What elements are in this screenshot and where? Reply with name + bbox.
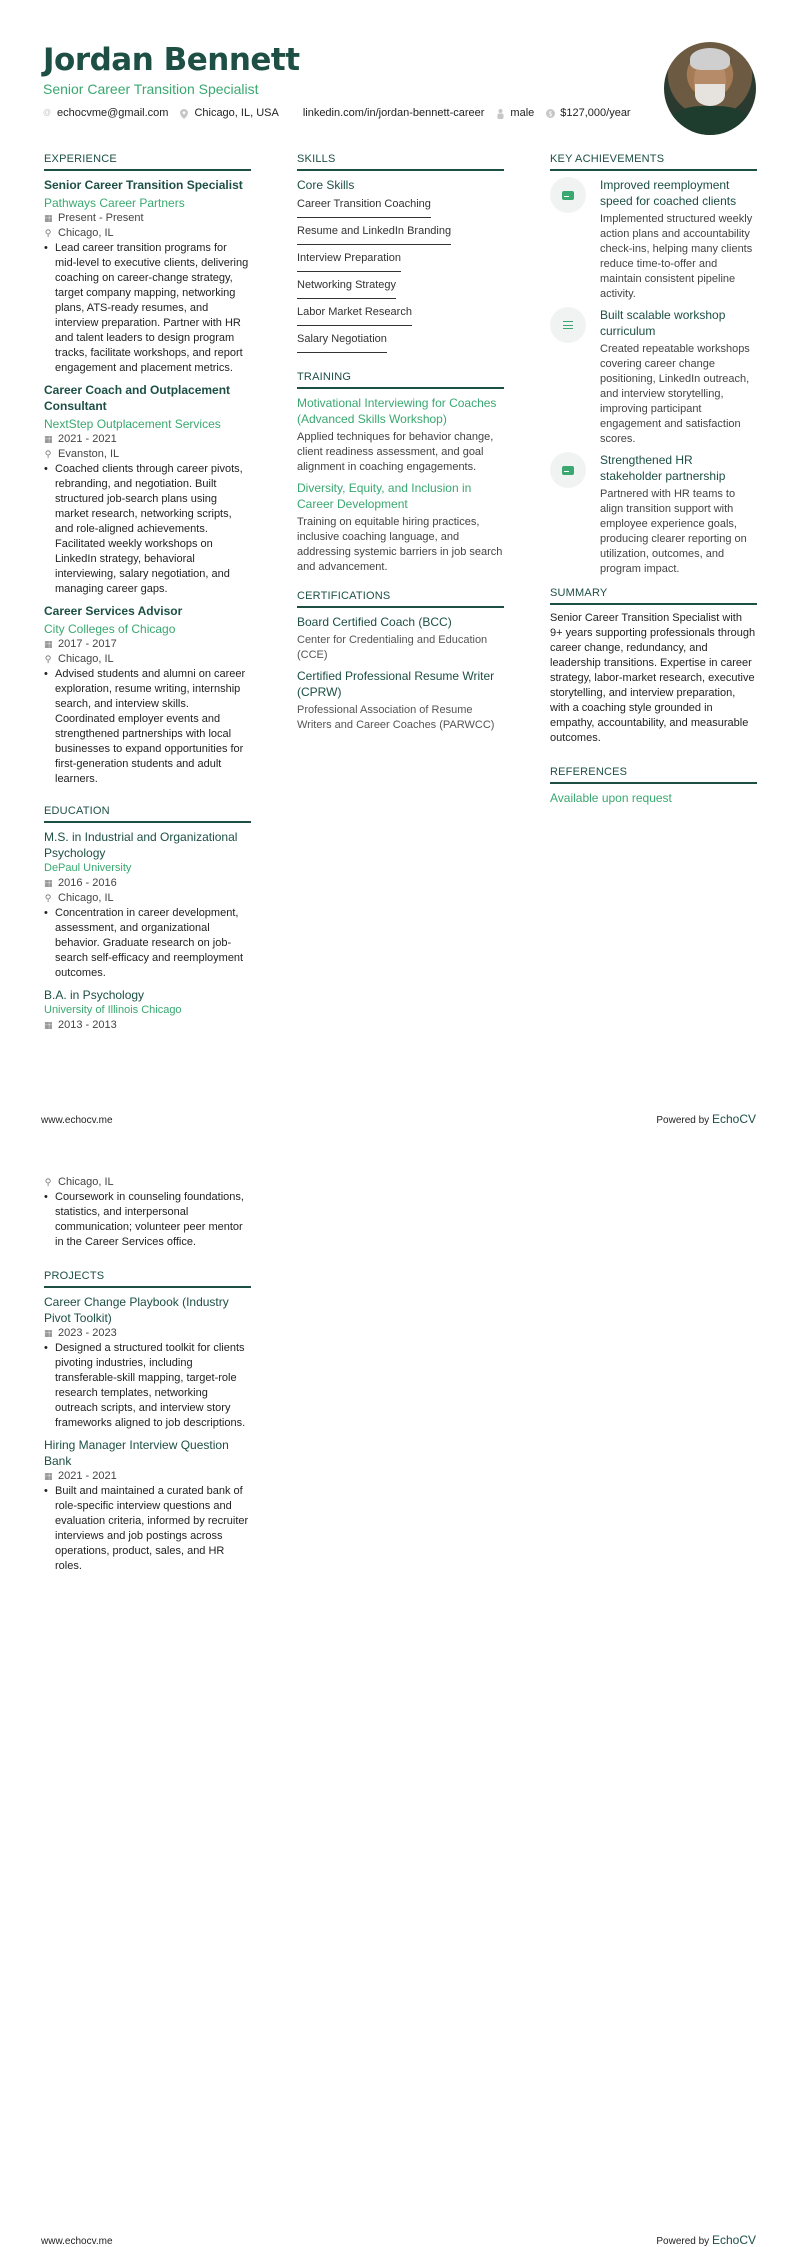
edu-bullet: • Coursework in counseling foundations, statistics, and interpersonal communication; volunteer peer mentor in the Career Services office.	[44, 1191, 244, 1248]
skill-item: Salary Negotiation	[297, 332, 387, 353]
certification-org: Professional Association of Resume Writers and Career Coaches (PARWCC)	[297, 704, 495, 731]
edu-dates: ▦ 2013 - 2013	[44, 1019, 117, 1031]
contact-row	[43, 107, 643, 119]
job-bullet: • Coached clients through career pivots, rebranding, and negotiation. Built structured job-search plans using market research, networking scripts, and role-aligned achievements. Facilitated weekly workshops on LinkedIn strategy, behavioral interviewing, salary negotiation, and managing career gaps.	[44, 463, 243, 595]
project-title: Career Change Playbook (Industry Pivot Toolkit)	[44, 1295, 229, 1325]
certification-entry	[297, 668, 504, 733]
projects-heading: PROJECTS	[44, 1270, 251, 1288]
email-text: echocvme@gmail.com	[57, 107, 169, 119]
contact-salary	[546, 107, 630, 119]
skill-item: Labor Market Research	[297, 305, 412, 326]
footer-site-link[interactable]: www.echocv.me	[41, 2236, 113, 2247]
summary-text: Senior Career Transition Specialist with 9+ years supporting professionals through career change, redundancy, and leadership transitions. Expertise in career strategy, labor-market research, executive storytelling, and interview preparation, with a coaching style grounded in empathy, accountability, and measurable outcomes.	[550, 612, 756, 744]
job-dates: ▦ Present - Present	[44, 212, 144, 224]
achievement-desc: Partnered with HR teams to align transition support with employee experience goals, producing clearer reporting on utilization, outcomes, and program impact.	[600, 488, 747, 575]
achievement-title: Improved reemployment speed for coached clients	[600, 178, 737, 208]
certification-title: Board Certified Coach (BCC)	[297, 615, 452, 629]
training-entry	[297, 395, 504, 475]
svg-text:$: $	[548, 110, 553, 118]
skill-group-title: Core Skills	[297, 178, 355, 192]
achievements-heading: KEY ACHIEVEMENTS	[550, 153, 757, 171]
gender-text: male	[510, 107, 535, 119]
location-text: Chicago, IL, USA	[194, 107, 279, 119]
company-name: NextStep Outplacement Services	[44, 417, 221, 431]
map-pin-icon: ⚲	[44, 228, 52, 238]
achievement-item	[550, 307, 757, 447]
project-dates: ▦ 2023 - 2023	[44, 1327, 117, 1339]
credit-card-icon	[550, 177, 586, 213]
summary-heading: SUMMARY	[550, 587, 757, 605]
training-entry	[297, 480, 504, 575]
contact-gender	[496, 107, 534, 119]
training-desc: Applied techniques for behavior change, client readiness assessment, and goal alignment in coaching engagements.	[297, 431, 494, 473]
footer-powered: Powered by EchoCV	[656, 2233, 756, 2247]
contact-linkedin[interactable]	[303, 107, 485, 119]
middle-column	[297, 153, 504, 738]
project-entry	[44, 1294, 251, 1431]
calendar-icon: ▦	[44, 1471, 53, 1481]
school-name: University of Illinois Chicago	[44, 1004, 182, 1016]
job-title: Senior Career Transition Specialist	[44, 178, 243, 192]
education-entry	[44, 987, 251, 1033]
footer-brand[interactable]: EchoCV	[711, 2233, 756, 2247]
calendar-icon: ▦	[44, 1020, 53, 1030]
footer-powered: Powered by EchoCV	[656, 1112, 756, 1126]
footer-site-link[interactable]: www.echocv.me	[41, 1115, 113, 1126]
left-column-continued	[44, 1175, 251, 1580]
calendar-icon: ▦	[44, 434, 53, 444]
training-desc: Training on equitable hiring practices, inclusive coaching language, and addressing systemic barriers in job search and advancement.	[297, 516, 503, 573]
certifications-heading: CERTIFICATIONS	[297, 590, 504, 608]
skills-heading: SKILLS	[297, 153, 504, 171]
linkedin-text: linkedin.com/in/jordan-bennett-career	[302, 107, 485, 119]
skill-item: Interview Preparation	[297, 251, 401, 272]
education-heading: EDUCATION	[44, 805, 251, 823]
credit-card-icon	[550, 452, 586, 488]
job-bullet: • Advised students and alumni on career exploration, resume writing, internship search, and interview skills. Coordinated employer events and strengthened partnerships with local businesses to expand opportunities for first-generation students and adult learners.	[44, 668, 246, 785]
resume-page-2	[0, 1123, 794, 2246]
skills-list	[297, 197, 504, 359]
experience-heading: EXPERIENCE	[44, 153, 251, 171]
company-name: City Colleges of Chicago	[44, 622, 176, 636]
training-heading: TRAINING	[297, 371, 504, 389]
contact-email[interactable]	[43, 107, 168, 119]
resume-header	[43, 42, 643, 119]
calendar-icon: ▦	[44, 639, 53, 649]
degree-title: B.A. in Psychology	[44, 988, 145, 1002]
map-pin-icon	[180, 109, 188, 117]
right-column	[550, 153, 757, 806]
achievement-title: Strengthened HR stakeholder partnership	[600, 453, 726, 483]
edu-location: ⚲ Chicago, IL	[44, 1176, 114, 1188]
map-pin-icon: ⚲	[44, 654, 52, 664]
job-location: ⚲ Chicago, IL	[44, 227, 114, 239]
calendar-icon: ▦	[44, 1328, 53, 1338]
edu-bullet: • Concentration in career development, assessment, and organizational behavior. Graduate research on job-search self-efficacy and reemployment outcomes.	[44, 907, 244, 979]
references-text: Available upon request	[550, 791, 672, 805]
experience-entry	[44, 382, 251, 597]
company-name: Pathways Career Partners	[44, 196, 185, 210]
salary-text: $127,000/year	[560, 107, 631, 119]
skill-item: Career Transition Coaching	[297, 197, 431, 218]
achievement-title: Built scalable workshop curriculum	[600, 308, 726, 338]
map-pin-icon: ⚲	[44, 1177, 52, 1187]
achievement-desc: Created repeatable workshops covering career change positioning, LinkedIn outreach, and interview storytelling, improving participant engagement and satisfaction scores.	[600, 343, 750, 445]
job-title: Career Coach and Outplacement Consultant	[44, 383, 231, 413]
edu-location: ⚲ Chicago, IL	[44, 892, 114, 904]
achievement-item	[550, 177, 757, 302]
references-heading: REFERENCES	[550, 766, 757, 784]
education-entry	[44, 829, 251, 981]
school-name: DePaul University	[44, 862, 132, 874]
candidate-title: Senior Career Transition Specialist	[43, 81, 259, 97]
profile-photo	[664, 42, 756, 135]
footer-brand[interactable]: EchoCV	[711, 1112, 756, 1126]
achievement-item	[550, 452, 757, 577]
experience-entry	[44, 603, 251, 787]
project-entry	[44, 1437, 251, 1574]
map-pin-icon: ⚲	[44, 893, 52, 903]
training-title: Diversity, Equity, and Inclusion in Career Development	[297, 481, 472, 511]
experience-entry	[44, 177, 251, 376]
certification-entry	[297, 614, 504, 663]
project-dates: ▦ 2021 - 2021	[44, 1470, 117, 1482]
certification-org: Center for Credentialing and Education (CCE)	[297, 634, 488, 661]
calendar-icon: ▦	[44, 213, 53, 223]
project-bullet: • Built and maintained a curated bank of role-specific interview questions and evaluation criteria, informed by recruiter interviews and job postings across operations, product, sales, and HR roles.	[44, 1485, 249, 1572]
dollar-circle-icon	[546, 109, 554, 117]
job-dates: ▦ 2017 - 2017	[44, 638, 117, 650]
job-location: ⚲ Chicago, IL	[44, 653, 114, 665]
skill-item: Resume and LinkedIn Branding	[297, 224, 451, 245]
contact-location	[180, 107, 278, 119]
training-title: Motivational Interviewing for Coaches (Advanced Skills Workshop)	[297, 396, 497, 426]
achievement-desc: Implemented structured weekly action plans and accountability check-ins, helping many clients reduce time-to-offer and maintain consistent pipeline activity.	[600, 213, 753, 300]
job-dates: ▦ 2021 - 2021	[44, 433, 117, 445]
list-lines-icon	[550, 307, 586, 343]
job-location: ⚲ Evanston, IL	[44, 448, 120, 460]
project-bullet: • Designed a structured toolkit for clients pivoting industries, including transferable-skill mapping, target-role research templates, networking outreach scripts, and interview story frameworks aligned to job descriptions.	[44, 1342, 246, 1429]
certification-title: Certified Professional Resume Writer (CPRW)	[297, 669, 495, 699]
left-column	[44, 153, 251, 1039]
page-footer	[41, 2233, 756, 2247]
map-pin-icon: ⚲	[44, 449, 52, 459]
at-icon: @	[43, 108, 52, 117]
job-bullet: • Lead career transition programs for mid-level to executive clients, delivering coaching on career-change strategy, target company mapping, networking plans, ATS-ready resumes, and interview preparation. Partner with HR and talent leaders to design program tracks, facilitate workshops, and report engagement and placement metrics.	[44, 242, 249, 374]
project-title: Hiring Manager Interview Question Bank	[44, 1438, 229, 1468]
edu-dates: ▦ 2016 - 2016	[44, 877, 117, 889]
job-title: Career Services Advisor	[44, 604, 183, 618]
person-icon	[496, 109, 504, 117]
education-entry-continued	[44, 1175, 251, 1250]
skill-item: Networking Strategy	[297, 278, 396, 299]
candidate-name: Jordan Bennett	[43, 42, 300, 78]
degree-title: M.S. in Industrial and Organizational Psychology	[44, 830, 238, 860]
calendar-icon: ▦	[44, 878, 53, 888]
